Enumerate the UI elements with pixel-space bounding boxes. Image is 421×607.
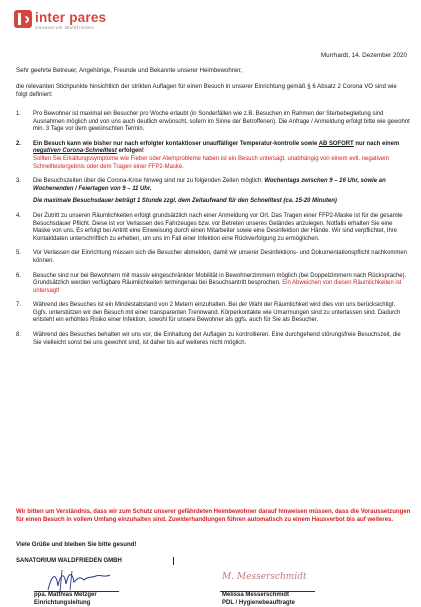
- item-text: Die Besuchszeiten über die Corona-Krise hinweg sind nur zu folgenden Zeiten möglich:: [33, 178, 264, 184]
- list-item: [16, 141, 410, 171]
- item-bold-emphasis: negativen Corona-Schnelltest: [33, 148, 117, 154]
- logo-subtitle: Sanatorium Waldfrieden: [35, 25, 106, 31]
- company-logo: [14, 10, 106, 31]
- signature-right-handwriting: M. Messerschmidt: [222, 572, 307, 582]
- item-duration-text: Die maximale Besuchsdauer beträgt 1 Stunde zzgl. dem Zeitaufwand für den Schnelltest (ca. 15-20 Minuten): [33, 198, 337, 204]
- list-item: [16, 111, 410, 134]
- item-text: Pro Bewohner ist maximal ein Besucher pro Woche erlaubt (in Sonderfällen wie z.B. Besuchen im Rahmen der Sterbebegleitung sind Ausnahmen möglich und von uns auch deutlich erwünscht, sofern im Sinne der Betroffenen). Die Anfrage / Anmeldung erfolgt bitte wie gewohnt min. 3 Tage vor dem gewünschten Termin.: [33, 111, 410, 134]
- item-bold-text: nur nach einem: [354, 141, 400, 147]
- text-cursor: [173, 557, 174, 565]
- signatory-left-role: Einrichtungsleitung: [34, 600, 97, 607]
- item-number: 1.: [16, 111, 33, 134]
- item-number: 2.: [16, 141, 33, 171]
- list-item: [16, 302, 410, 325]
- item-bold-text: erfolgen!: [117, 148, 144, 154]
- item-hours-text: Wochentags zwischen 9 – 16 Uhr, sowie an Wochenenden / Feiertagen von 9 – 11 Uhr.: [33, 178, 386, 192]
- letter-date: Murrhardt, 14. Dezember 2020: [321, 52, 407, 59]
- item-number: 4.: [16, 213, 33, 243]
- list-item: [16, 213, 410, 243]
- item-text: Der Zutritt zu unseren Räumlichkeiten erfolgt grundsätzlich nach einer Anmeldung vor Ort. Das Tragen einer FFP2-Maske ist für die gesamte Besuchsdauer Pflicht. Diese ist vor Verlassen des Fahrzeuges bzw. vor Betreten unseres Geländes anzulegen. Notfalls erhalten Sie eine Maske von uns. Es erfolgt bei Antritt eine Einweisung durch einen Mitarbeiter sowie eine Desinfektion der Hände. Wir sind verpflichtet, Ihre Kontaktdaten unterschriftlich zu erheben, um uns im Fall einer Infektion eine Rückverfolgung zu ermöglichen.: [33, 213, 410, 243]
- item-warning-text: Ein Abweichen von diesen Räumlichkeiten ist untersagt!: [33, 280, 401, 294]
- list-item: [16, 250, 410, 265]
- letter-intro: die relevanten Stichpunkte hinsichtlich der strikten Auflagen für einen Besuch in unserer Einrichtung gemäß § 6 Absatz 2 Corona VO sind wie folgt definiert:: [16, 83, 408, 99]
- item-number: 7.: [16, 302, 33, 325]
- item-text: Während des Besuches behalten wir uns vor, die Einhaltung der Auflagen zu kontrollieren. Eine durchgehend störungsfreie Besuchszeit, die Sie vielleicht sonst bei uns gewohnt sind, ist daher bis auf weiteres nicht möglich.: [33, 332, 410, 347]
- list-item: [16, 273, 410, 296]
- rules-list: [16, 111, 410, 347]
- item-warning-text: Sollten Sie Erkältungssymptome wie Fieber oder Atemprobleme haben ist ein Besuch untersagt, unabhängig von einem evtl. negativem Schnelltestergebnis oder dem Tragen einer FFP2-Maske.: [33, 156, 389, 170]
- item-number: 3.: [16, 178, 33, 206]
- item-number: 5.: [16, 250, 33, 265]
- signatory-right-name: Melissa Messerschmidt: [222, 592, 295, 600]
- signatory-left-name: ppa. Matthias Metzger: [34, 592, 97, 600]
- list-item: [16, 178, 410, 206]
- logo-name: inter pares: [35, 10, 106, 25]
- item-number: 6.: [16, 273, 33, 296]
- warning-paragraph: Wir bitten um Verständnis, dass wir zum Schutz unserer gefährdeten Heimbewohner darauf hinweisen müssen, dass die Voraussetzungen für einen Besuch in vollem Umfang einzuhalten sind. Zuwiderhandlungen führen automatisch zu einem Hausverbot bis auf weiteres.: [16, 509, 411, 524]
- item-text: Vor Verlassen der Einrichtung müssen sich die Besucher abmelden, damit wir unserer Desinfektions- und Dokumentationspflicht nachkommen können.: [33, 250, 410, 265]
- item-number: 8.: [16, 332, 33, 347]
- item-text: Während des Besuches ist ein Mindestabstand von 2 Metern einzuhalten. Bei der Wahl der Räumlichkeit wird dies von uns berücksichtigt. Ggfs. unterstützen wir den Besuch mit einer transparenten Trennwand. Körperkontakte wie Umarmungen sind zu unterlassen sind. Dadurch entsteht ein erhöhtes Risiko einer Infektion, sowohl für unsere Bewohner als ggfs. auch für Sie als Besucher.: [33, 302, 410, 325]
- item-bold-text: Ein Besuch kann wie bisher nur nach erfolgter kontaktloser unauffälliger Temperatur-kontrolle sowie: [33, 141, 319, 147]
- list-item: [16, 332, 410, 347]
- company-name: SANATORIUM WALDFRIEDEN GMBH: [16, 558, 122, 564]
- item-text: Besuche sind nur bei Bewohnern mit massiv eingeschränkter Mobilität in Bewohnerzimmern möglich (bei Doppelzimmern nach Rücksprache). Grundsätzlich werden verfügbare Räumlichkeiten termingenau bei Besuchsantritt besprochen.: [33, 273, 406, 287]
- letter-greeting: Sehr geehrte Betreuer, Angehörige, Freunde und Bekannte unserer Heimbewohner,: [16, 67, 406, 74]
- logo-icon: [14, 10, 32, 28]
- item-bold-underline: AB SOFORT: [319, 141, 354, 147]
- signatory-right-role: PDL / Hygienebeauftragte: [222, 600, 295, 607]
- closing-line: Viele Grüße und bleiben Sie bitte gesund!: [16, 541, 136, 548]
